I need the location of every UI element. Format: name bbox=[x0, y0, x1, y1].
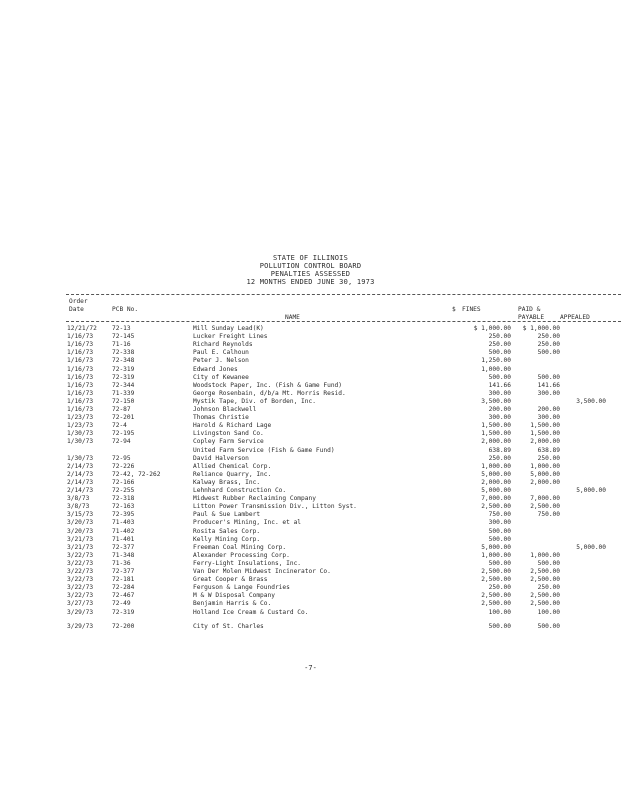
fine-cell: 1,250.00 bbox=[481, 357, 511, 365]
name-cell: City of Kewanee bbox=[193, 373, 249, 381]
col-fines: FINES bbox=[462, 306, 481, 313]
paid-cell: 2,500.00 bbox=[530, 600, 560, 608]
name-cell: City of St. Charles bbox=[193, 622, 264, 630]
order-date-cell: 3/22/73 bbox=[67, 559, 94, 567]
order-date-cell: 1/16/73 bbox=[67, 381, 94, 389]
header-rule-top bbox=[66, 294, 621, 295]
name-cell: Litton Power Transmission Div., Litton Syst. bbox=[193, 503, 357, 511]
order-date-cell: 1/16/73 bbox=[67, 389, 94, 397]
table-row bbox=[0, 398, 621, 406]
fine-cell: 2,500.00 bbox=[481, 503, 511, 511]
paid-cell: 300.00 bbox=[537, 389, 560, 397]
name-cell: Great Cooper & Brass bbox=[193, 576, 268, 584]
order-date-cell: 1/23/73 bbox=[67, 414, 94, 422]
name-cell: Kelly Mining Corp. bbox=[193, 535, 261, 543]
paid-cell: 2,000.00 bbox=[530, 478, 560, 486]
order-date-cell: 1/16/73 bbox=[67, 357, 94, 365]
paid-cell: 300.00 bbox=[537, 414, 560, 422]
pcb-no-cell: 71-16 bbox=[112, 341, 131, 349]
paid-cell: 2,500.00 bbox=[530, 576, 560, 584]
fine-cell: 250.00 bbox=[488, 333, 511, 341]
name-cell: Copley Farm Service bbox=[193, 438, 264, 446]
paid-cell: 250.00 bbox=[537, 454, 560, 462]
pcb-no-cell: 72-255 bbox=[112, 487, 135, 494]
fine-cell: 2,000.00 bbox=[481, 438, 511, 446]
header-board: POLLUTION CONTROL BOARD bbox=[259, 262, 362, 270]
table-row bbox=[0, 349, 621, 357]
name-cell: Ferguson & Lange Foundries bbox=[193, 584, 290, 592]
name-cell: Harold & Richard Lage bbox=[193, 422, 272, 430]
table-row bbox=[0, 390, 621, 398]
order-date-cell: 3/22/73 bbox=[67, 576, 94, 584]
name-cell: Ferry-Light Insulations, Inc. bbox=[193, 559, 302, 567]
fine-cell: 5,000.00 bbox=[481, 543, 511, 551]
name-cell: Midwest Rubber Reclaiming Company bbox=[193, 495, 316, 503]
table-row bbox=[0, 536, 621, 544]
table-row bbox=[0, 544, 621, 552]
fine-cell: 1,500.00 bbox=[481, 422, 511, 430]
fine-cell: 7,000.00 bbox=[481, 495, 511, 503]
pcb-no-cell: 71-401 bbox=[112, 535, 135, 543]
table-row bbox=[0, 366, 621, 374]
pcb-no-cell: 72-195 bbox=[112, 430, 135, 438]
fine-cell: 1,500.00 bbox=[481, 430, 511, 438]
fine-cell: 1,000.00 bbox=[481, 462, 511, 470]
paid-cell: 100.00 bbox=[537, 608, 560, 616]
pcb-no-cell: 72-377 bbox=[112, 568, 135, 575]
paid-cell: 1,500.00 bbox=[530, 422, 560, 430]
table-row bbox=[0, 479, 621, 487]
paid-cell: 200.00 bbox=[537, 406, 560, 413]
fine-cell: 2,500.00 bbox=[481, 600, 511, 608]
fine-cell: 250.00 bbox=[488, 454, 511, 462]
pcb-no-cell: 72-319 bbox=[112, 608, 135, 616]
order-date-cell: 1/30/73 bbox=[67, 438, 94, 446]
fine-cell: 500.00 bbox=[488, 527, 511, 535]
paid-cell: 250.00 bbox=[537, 584, 560, 592]
order-date-cell: 1/16/73 bbox=[67, 365, 94, 373]
table-row bbox=[0, 623, 621, 631]
appealed-cell: 3,500.00 bbox=[576, 397, 606, 405]
fine-cell: 500.00 bbox=[488, 559, 511, 567]
page-number: -7- bbox=[304, 664, 317, 672]
pcb-no-cell: 72-284 bbox=[112, 584, 135, 592]
table-row bbox=[0, 568, 621, 576]
header-title: PENALTIES ASSESSED bbox=[270, 270, 351, 278]
name-cell: Edward Jones bbox=[193, 365, 238, 373]
table-row bbox=[0, 495, 621, 503]
col-pcb-no: PCB No. bbox=[112, 306, 139, 313]
paid-cell: 1,500.00 bbox=[530, 430, 560, 438]
pcb-no-cell: 71-402 bbox=[112, 527, 135, 535]
col-paid-line2: PAYABLE bbox=[518, 314, 545, 321]
order-date-cell: 1/16/73 bbox=[67, 406, 94, 413]
paid-cell: 250.00 bbox=[537, 333, 560, 341]
col-name: NAME bbox=[285, 314, 300, 321]
table-row bbox=[0, 357, 621, 365]
name-cell: United Farm Service (Fish & Game Fund) bbox=[193, 446, 335, 454]
table-row bbox=[0, 519, 621, 527]
fine-cell: 250.00 bbox=[488, 341, 511, 349]
fine-cell: 3,500.00 bbox=[481, 397, 511, 405]
pcb-no-cell: 72-201 bbox=[112, 414, 135, 422]
paid-cell: 500.00 bbox=[537, 559, 560, 567]
name-cell: Mill Sunday Lead(K) bbox=[193, 325, 264, 332]
pcb-no-cell: 72-226 bbox=[112, 462, 135, 470]
pcb-no-cell: 72-145 bbox=[112, 333, 135, 341]
name-cell: Lucker Freight Lines bbox=[193, 333, 268, 341]
order-date-cell: 3/8/73 bbox=[67, 503, 90, 511]
order-date-cell: 2/14/73 bbox=[67, 462, 94, 470]
table-row bbox=[0, 487, 621, 495]
table-row bbox=[0, 511, 621, 519]
name-cell: Rosita Sales Corp. bbox=[193, 527, 261, 535]
order-date-cell: 3/20/73 bbox=[67, 519, 94, 527]
paid-cell: 1,000.00 bbox=[530, 551, 560, 559]
pcb-no-cell: 72-49 bbox=[112, 600, 131, 608]
order-date-cell: 1/30/73 bbox=[67, 430, 94, 438]
name-cell: Richard Reynolds bbox=[193, 341, 253, 349]
table-row bbox=[0, 414, 621, 422]
order-date-cell: 3/27/73 bbox=[67, 600, 94, 608]
name-cell: Livingston Sand Co. bbox=[193, 430, 264, 438]
name-cell: Lehnhard Construction Co. bbox=[193, 487, 287, 494]
fine-cell: 2,000.00 bbox=[481, 478, 511, 486]
fine-cell: 5,000.00 bbox=[481, 487, 511, 494]
paid-cell: 500.00 bbox=[537, 349, 560, 357]
table-row bbox=[0, 333, 621, 341]
order-date-cell: 3/21/73 bbox=[67, 543, 94, 551]
table-row bbox=[0, 406, 621, 414]
table-row bbox=[0, 584, 621, 592]
order-date-cell: 1/23/73 bbox=[67, 422, 94, 430]
appealed-cell: 5,000.00 bbox=[576, 487, 606, 494]
fine-cell: 750.00 bbox=[488, 511, 511, 519]
paid-cell: 1,000.00 bbox=[530, 462, 560, 470]
fine-cell: 2,500.00 bbox=[481, 576, 511, 584]
col-order-date-line1: Order bbox=[69, 298, 88, 305]
col-order-date-line2: Date bbox=[69, 306, 84, 313]
order-date-cell: 3/29/73 bbox=[67, 608, 94, 616]
pcb-no-cell: 72-344 bbox=[112, 381, 135, 389]
order-date-cell: 1/16/73 bbox=[67, 373, 94, 381]
fine-cell: 500.00 bbox=[488, 373, 511, 381]
pcb-no-cell: 71-403 bbox=[112, 519, 135, 527]
pcb-no-cell: 72-348 bbox=[112, 357, 135, 365]
name-cell: George Rosenbain, d/b/a Mt. Morris Resid. bbox=[193, 389, 346, 397]
name-cell: Mystik Tape, Div. of Borden, Inc. bbox=[193, 397, 316, 405]
table-row bbox=[0, 438, 621, 446]
table-row bbox=[0, 422, 621, 430]
order-date-cell: 2/14/73 bbox=[67, 487, 94, 494]
fine-cell: 500.00 bbox=[488, 622, 511, 630]
header-state: STATE OF ILLINOIS bbox=[272, 254, 349, 262]
pcb-no-cell: 72-87 bbox=[112, 406, 131, 413]
fine-cell: 638.89 bbox=[488, 446, 511, 454]
name-cell: Producer's Mining, Inc. et al bbox=[193, 519, 302, 527]
order-date-cell: 2/14/73 bbox=[67, 470, 94, 478]
pcb-no-cell: 71-36 bbox=[112, 559, 131, 567]
table-row bbox=[0, 455, 621, 463]
order-date-cell: 3/8/73 bbox=[67, 495, 90, 503]
fine-cell: 300.00 bbox=[488, 414, 511, 422]
name-cell: M & W Disposal Company bbox=[193, 592, 275, 600]
fine-cell: 500.00 bbox=[488, 349, 511, 357]
order-date-cell: 1/30/73 bbox=[67, 454, 94, 462]
table-row bbox=[0, 463, 621, 471]
order-date-cell: 1/16/73 bbox=[67, 349, 94, 357]
order-date-cell: 1/16/73 bbox=[67, 341, 94, 349]
fine-cell: 141.66 bbox=[488, 381, 511, 389]
appealed-cell: 5,000.00 bbox=[576, 543, 606, 551]
fine-cell: 2,500.00 bbox=[481, 568, 511, 575]
paid-cell: 750.00 bbox=[537, 511, 560, 519]
table-row bbox=[0, 552, 621, 560]
order-date-cell: 12/21/72 bbox=[67, 325, 97, 332]
order-date-cell: 3/22/73 bbox=[67, 592, 94, 600]
fine-cell: 5,000.00 bbox=[481, 470, 511, 478]
fine-cell: 200.00 bbox=[488, 406, 511, 413]
pcb-no-cell: 72-338 bbox=[112, 349, 135, 357]
pcb-no-cell: 72-377 bbox=[112, 543, 135, 551]
paid-cell: 250.00 bbox=[537, 341, 560, 349]
fine-cell: 300.00 bbox=[488, 519, 511, 527]
fine-cell: 250.00 bbox=[488, 584, 511, 592]
pcb-no-cell: 72-13 bbox=[112, 325, 131, 332]
paid-cell: 7,000.00 bbox=[530, 495, 560, 503]
order-date-cell: 2/14/73 bbox=[67, 478, 94, 486]
table-row bbox=[0, 528, 621, 536]
fine-cell: 2,500.00 bbox=[481, 592, 511, 600]
pcb-no-cell: 72-94 bbox=[112, 438, 131, 446]
pcb-no-cell: 71-339 bbox=[112, 389, 135, 397]
header-rule-bottom bbox=[66, 321, 621, 322]
fine-cell: $ 1,000.00 bbox=[473, 325, 511, 332]
paid-cell: 141.66 bbox=[537, 381, 560, 389]
fine-cell: 1,000.00 bbox=[481, 365, 511, 373]
table-row bbox=[0, 503, 621, 511]
paid-cell: 500.00 bbox=[537, 373, 560, 381]
pcb-no-cell: 72-95 bbox=[112, 454, 131, 462]
name-cell: Johnson Blackwell bbox=[193, 406, 257, 413]
paid-cell: 2,000.00 bbox=[530, 438, 560, 446]
pcb-no-cell: 72-200 bbox=[112, 622, 135, 630]
table-row bbox=[0, 600, 621, 608]
order-date-cell: 3/22/73 bbox=[67, 568, 94, 575]
name-cell: Kalway Brass, Inc. bbox=[193, 478, 261, 486]
order-date-cell: 3/21/73 bbox=[67, 535, 94, 543]
fine-cell: 1,000.00 bbox=[481, 551, 511, 559]
table-row bbox=[0, 374, 621, 382]
name-cell: Allied Chemical Corp. bbox=[193, 462, 272, 470]
pcb-no-cell: 72-181 bbox=[112, 576, 135, 584]
order-date-cell: 1/16/73 bbox=[67, 397, 94, 405]
order-date-cell: 3/20/73 bbox=[67, 527, 94, 535]
col-appealed: APPEALED bbox=[560, 314, 590, 321]
paid-cell: 638.89 bbox=[537, 446, 560, 454]
name-cell: Woodstock Paper, Inc. (Fish & Game Fund) bbox=[193, 381, 343, 389]
pcb-no-cell: 72-42, 72-262 bbox=[112, 470, 161, 478]
pcb-no-cell: 72-163 bbox=[112, 503, 135, 511]
fine-cell: 100.00 bbox=[488, 608, 511, 616]
fine-cell: 300.00 bbox=[488, 389, 511, 397]
table-row bbox=[0, 471, 621, 479]
table-row bbox=[0, 341, 621, 349]
pcb-no-cell: 72-166 bbox=[112, 478, 135, 486]
table-row bbox=[0, 560, 621, 568]
name-cell: Reliance Quarry, Inc. bbox=[193, 470, 272, 478]
table-row bbox=[0, 609, 621, 617]
table-row bbox=[0, 447, 621, 455]
name-cell: Van Der Molen Midwest Incinerator Co. bbox=[193, 568, 331, 575]
order-date-cell: 3/29/73 bbox=[67, 622, 94, 630]
paid-cell: $ 1,000.00 bbox=[522, 325, 560, 332]
order-date-cell: 3/22/73 bbox=[67, 584, 94, 592]
order-date-cell: 3/22/73 bbox=[67, 551, 94, 559]
name-cell: Holland Ice Cream & Custard Co. bbox=[193, 608, 309, 616]
name-cell: Benjamin Harris & Co. bbox=[193, 600, 272, 608]
table-row bbox=[0, 325, 621, 333]
table-row bbox=[0, 382, 621, 390]
name-cell: Paul & Sue Lambert bbox=[193, 511, 261, 519]
table-row bbox=[0, 592, 621, 600]
order-date-cell: 3/15/73 bbox=[67, 511, 94, 519]
name-cell: David Halverson bbox=[193, 454, 249, 462]
fine-cell: 500.00 bbox=[488, 535, 511, 543]
header-period: 12 MONTHS ENDED JUNE 30, 1973 bbox=[246, 278, 375, 286]
pcb-no-cell: 72-318 bbox=[112, 495, 135, 503]
paid-cell: 500.00 bbox=[537, 622, 560, 630]
paid-cell: 2,500.00 bbox=[530, 592, 560, 600]
name-cell: Thomas Christie bbox=[193, 414, 249, 422]
table-row bbox=[0, 576, 621, 584]
pcb-no-cell: 72-467 bbox=[112, 592, 135, 600]
col-dollar: $ bbox=[452, 306, 456, 313]
name-cell: Paul E. Calhoun bbox=[193, 349, 249, 357]
name-cell: Freeman Coal Mining Corp. bbox=[193, 543, 287, 551]
name-cell: Peter J. Nelson bbox=[193, 357, 249, 365]
pcb-no-cell: 72-319 bbox=[112, 373, 135, 381]
order-date-cell: 1/16/73 bbox=[67, 333, 94, 341]
pcb-no-cell: 72-319 bbox=[112, 365, 135, 373]
col-paid-line1: PAID & bbox=[518, 306, 541, 313]
name-cell: Alexander Processing Corp. bbox=[193, 551, 290, 559]
paid-cell: 2,500.00 bbox=[530, 503, 560, 511]
pcb-no-cell: 71-348 bbox=[112, 551, 135, 559]
pcb-no-cell: 72-395 bbox=[112, 511, 135, 519]
table-row bbox=[0, 430, 621, 438]
paid-cell: 2,500.00 bbox=[530, 568, 560, 575]
pcb-no-cell: 72-150 bbox=[112, 397, 135, 405]
paid-cell: 5,000.00 bbox=[530, 470, 560, 478]
pcb-no-cell: 72-4 bbox=[112, 422, 127, 430]
